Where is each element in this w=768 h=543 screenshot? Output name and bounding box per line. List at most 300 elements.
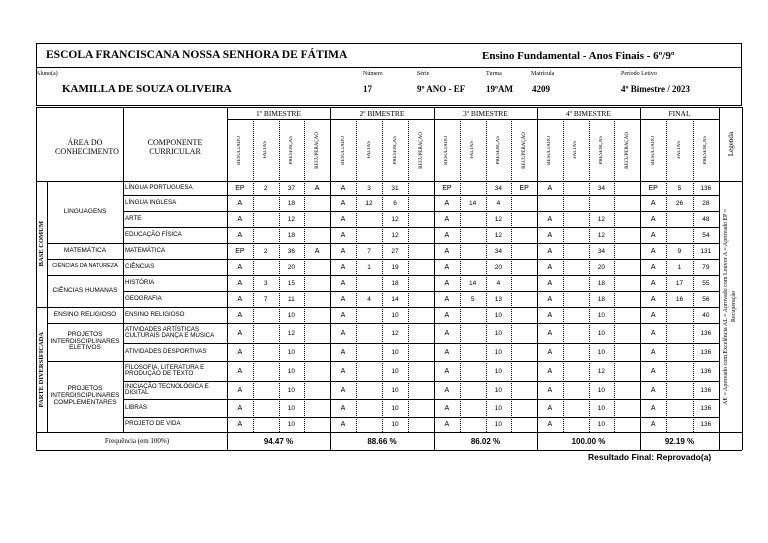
grade-cell: 10 — [494, 404, 502, 412]
class-label: Turma — [486, 71, 502, 77]
grade-cell — [614, 399, 640, 417]
final-grade-cell: 131 — [700, 247, 712, 255]
grade-cell: 10 — [391, 367, 399, 375]
student-number: 17 — [363, 84, 372, 94]
grade-cell: A — [237, 215, 243, 223]
grade-cell — [460, 211, 486, 227]
grade-cell: 31 — [391, 184, 399, 192]
grade-cell: 10 — [597, 421, 605, 428]
final-grade-cell: A — [650, 404, 656, 412]
final-grade-cell: A — [650, 348, 656, 356]
grade-cell: A — [314, 184, 320, 192]
grade-cell: A — [237, 348, 243, 356]
grade-cell: A — [444, 421, 450, 428]
grade-cell — [408, 275, 434, 291]
grade-cell — [563, 343, 589, 361]
grade-cell — [408, 399, 434, 417]
grade-cell: 18 — [391, 279, 399, 287]
grade-cell: A — [547, 279, 553, 287]
grade-cell: A — [237, 329, 243, 337]
final-grade-cell: 5 — [677, 184, 682, 192]
grade-cell — [537, 195, 563, 211]
grade-cell: A — [340, 367, 346, 375]
final-grade-cell: EP — [648, 184, 658, 192]
component-name: LIBRAS — [125, 403, 148, 411]
grade-cell: A — [444, 311, 450, 319]
grade-cell: A — [547, 247, 553, 255]
grade-cell: 34 — [597, 247, 605, 255]
component-name: PROJETO DE VIDA — [125, 420, 181, 428]
grade-cell — [614, 195, 640, 211]
area-header: ÁREA DO CONHECIMENTO — [55, 138, 119, 156]
grade-cell: 4 — [496, 279, 501, 287]
final-grade-cell — [666, 343, 692, 361]
grade-cell — [304, 291, 330, 307]
grade-cell — [408, 227, 434, 243]
grade-cell — [253, 195, 279, 211]
component-name: ENSINO RELIGIOSO — [125, 310, 185, 318]
grade-cell — [253, 307, 279, 323]
component-name: EDUCAÇÃO FÍSICA — [125, 230, 182, 238]
grade-cell — [511, 361, 537, 381]
subcol-header: RECUPERAÇÃO — [314, 131, 320, 169]
table-right-border — [742, 107, 743, 450]
frequency-value: 86.02 % — [470, 436, 501, 446]
grade-cell: A — [444, 231, 450, 239]
grade-cell: A — [237, 386, 243, 394]
grade-cell: A — [340, 421, 346, 428]
grade-cell: A — [444, 367, 450, 375]
grade-cell — [408, 417, 434, 432]
bimester-title: 3º BIMESTRE — [462, 108, 509, 118]
grade-cell: 2 — [263, 247, 268, 255]
number-label: Número — [363, 71, 383, 77]
grade-cell: A — [444, 295, 450, 303]
grade-cell — [253, 259, 279, 275]
grade-cell — [253, 361, 279, 381]
final-grade-cell: 17 — [675, 279, 684, 287]
grade-cell: A — [340, 215, 346, 223]
final-grade-cell: 55 — [702, 279, 710, 287]
grade-cell: A — [547, 404, 553, 412]
final-grade-cell: A — [650, 386, 656, 394]
grade-cell — [614, 227, 640, 243]
grade-cell — [460, 323, 486, 343]
grade-cell: 10 — [287, 386, 295, 394]
grade-cell: 27 — [391, 247, 399, 255]
grade-cell: A — [340, 404, 346, 412]
final-grade-cell: A — [650, 279, 656, 287]
grade-cell — [460, 243, 486, 259]
grade-cell — [253, 417, 279, 432]
grade-cell — [460, 227, 486, 243]
grade-cell: 10 — [287, 348, 295, 356]
final-grade-cell: 48 — [702, 215, 710, 223]
final-grade-cell: 28 — [702, 199, 710, 207]
grade-cell — [563, 361, 589, 381]
component-name: FILOSOFIA, LITERATURA E PRODUÇÃO DE TEXTO — [125, 363, 205, 377]
grade-cell — [304, 417, 330, 432]
registration-label: Matrícula — [531, 71, 555, 77]
component-name: GEOGRAFIA — [125, 294, 162, 302]
grade-cell: A — [237, 421, 243, 428]
grade-cell: A — [444, 199, 450, 207]
grade-cell: A — [340, 247, 346, 255]
grade-cell: 12 — [494, 231, 502, 239]
student-name: KAMILLA DE SOUZA OLIVEIRA — [62, 83, 232, 95]
grade-cell: A — [314, 247, 320, 255]
final-grade-cell: A — [650, 295, 656, 303]
subcol-header: RESULTADO — [547, 135, 553, 165]
grade-cell: 14 — [391, 295, 399, 303]
subcol-header: PRESENÇAS — [495, 135, 501, 165]
final-grade-cell: 79 — [702, 263, 710, 271]
final-grade-cell: 56 — [702, 295, 710, 303]
grade-cell — [563, 417, 589, 432]
grade-cell: 20 — [287, 263, 295, 271]
grade-cell — [511, 399, 537, 417]
grade-cell — [563, 323, 589, 343]
grade-cell — [563, 307, 589, 323]
area-label: CIÊNCIAS HUMANAS — [52, 286, 118, 294]
final-title: FINAL — [668, 108, 691, 118]
grade-cell — [460, 417, 486, 432]
grade-cell: 34 — [597, 184, 605, 192]
final-grade-cell: 16 — [675, 295, 684, 303]
grade-cell — [356, 381, 382, 399]
component-name: MATEMÁTICA — [125, 246, 166, 254]
grade-cell — [511, 195, 537, 211]
grade-cell: 6 — [393, 199, 397, 207]
grade-cell — [460, 343, 486, 361]
grade-cell — [356, 343, 382, 361]
grade-cell: A — [237, 231, 243, 239]
grade-cell — [356, 399, 382, 417]
component-name: ATIVIDADES DESPORTIVAS — [125, 347, 207, 355]
grade-cell — [253, 399, 279, 417]
grade-cell: 12 — [597, 231, 605, 239]
grade-cell: 34 — [494, 247, 502, 255]
student-registration: 4209 — [532, 84, 550, 94]
grade-cell — [356, 361, 382, 381]
final-grade-cell: 40 — [702, 311, 710, 319]
grade-cell — [253, 323, 279, 343]
grade-cell — [304, 361, 330, 381]
grade-cell: A — [547, 184, 553, 192]
grade-cell — [563, 399, 589, 417]
grade-cell — [511, 323, 537, 343]
grade-cell: A — [340, 329, 346, 337]
grade-cell — [563, 381, 589, 399]
final-grade-cell — [666, 323, 692, 343]
grade-cell — [511, 275, 537, 291]
grade-cell: 7 — [263, 295, 268, 303]
frequency-value: 88.66 % — [367, 436, 397, 446]
grade-cell — [563, 211, 589, 227]
grade-cell — [511, 211, 537, 227]
final-subcol-header: PRESENÇAS — [703, 135, 709, 165]
grade-cell — [614, 291, 640, 307]
grade-cell: 10 — [597, 404, 605, 412]
grade-cell: A — [340, 386, 346, 394]
grade-cell: A — [444, 404, 450, 412]
subcol-header: PRESENÇAS — [288, 135, 294, 165]
grade-cell: 10 — [391, 421, 399, 428]
grade-cell — [563, 181, 589, 195]
grade-cell: 4 — [496, 199, 501, 207]
final-grade-cell — [666, 211, 692, 227]
grade-cell: 12 — [287, 215, 295, 223]
grade-cell: 12 — [597, 215, 605, 223]
grade-cell: A — [237, 311, 243, 319]
grade-cell — [614, 211, 640, 227]
grade-cell — [253, 211, 279, 227]
grade-cell: 12 — [287, 329, 295, 337]
subcol-header: RESULTADO — [237, 135, 243, 165]
frequency-value: 100.00 % — [571, 436, 606, 446]
grade-cell: 3 — [367, 184, 371, 192]
component-name: LÍNGUA PORTUGUESA — [125, 183, 193, 191]
grade-cell — [614, 275, 640, 291]
bimester-title: 1º BIMESTRE — [255, 108, 302, 118]
grade-cell: 2 — [263, 184, 268, 192]
bimester-title: 2º BIMESTRE — [359, 108, 405, 118]
grade-cell: A — [547, 348, 553, 356]
subcol-header: FALTAS — [573, 141, 579, 159]
grade-cell — [356, 323, 382, 343]
grade-cell: A — [444, 329, 450, 337]
frequency-label: Frequência (em 100%) — [104, 437, 170, 445]
final-grade-cell: 136 — [700, 386, 712, 394]
grade-cell — [614, 361, 640, 381]
final-grade-cell: 136 — [700, 348, 712, 356]
bimester-title: 4º BIMESTRE — [565, 108, 612, 118]
grade-cell — [408, 243, 434, 259]
grade-cell — [304, 259, 330, 275]
grade-cell: 10 — [287, 404, 295, 412]
final-grade-cell: 136 — [700, 404, 712, 412]
area-label: MATEMÁTICA — [63, 246, 107, 254]
grade-cell: 10 — [287, 367, 295, 375]
grade-cell: 34 — [494, 184, 502, 192]
grade-cell — [408, 381, 434, 399]
grade-cell — [408, 259, 434, 275]
grade-cell: 10 — [391, 348, 399, 356]
final-grade-cell: 9 — [677, 247, 682, 255]
grade-cell: 14 — [469, 199, 477, 207]
grade-cell — [460, 381, 486, 399]
subcol-header: FALTAS — [366, 141, 372, 159]
grade-cell — [511, 417, 537, 432]
grade-cell — [304, 307, 330, 323]
grade-cell: 10 — [597, 329, 605, 337]
grade-cell — [460, 307, 486, 323]
grade-cell — [356, 417, 382, 432]
subcol-header: RECUPERAÇÃO — [624, 131, 630, 169]
grade-cell — [408, 195, 434, 211]
grade-cell — [563, 227, 589, 243]
grade-cell: A — [547, 231, 553, 239]
subcol-header: PRESENÇAS — [598, 135, 604, 165]
grade-cell: A — [444, 348, 450, 356]
final-grade-cell: A — [650, 263, 656, 271]
grade-cell — [304, 381, 330, 399]
grade-cell — [304, 343, 330, 361]
grade-cell: 20 — [597, 263, 605, 271]
final-grade-cell: A — [650, 329, 656, 337]
grade-cell: 13 — [494, 295, 502, 303]
grade-cell: A — [237, 199, 243, 207]
grade-cell: A — [237, 404, 243, 412]
grade-cell: A — [547, 215, 553, 223]
grade-cell: 10 — [287, 421, 295, 428]
grade-cell — [304, 211, 330, 227]
final-grade-cell — [666, 227, 692, 243]
grade-cell — [511, 227, 537, 243]
grade-cell: 10 — [597, 311, 605, 319]
grade-cell — [614, 181, 640, 195]
grade-cell: A — [237, 279, 243, 287]
grade-cell — [460, 361, 486, 381]
grade-cell — [408, 361, 434, 381]
grade-cell: A — [444, 247, 450, 255]
final-grade-cell: 26 — [675, 199, 684, 207]
grade-cell: 14 — [469, 279, 477, 287]
grade-cell — [460, 259, 486, 275]
grade-cell — [304, 323, 330, 343]
grade-cell: 10 — [287, 311, 295, 319]
grade-label: Série — [417, 71, 430, 77]
grade-cell: 10 — [494, 386, 502, 394]
grade-cell: A — [444, 263, 450, 271]
grade-cell — [511, 343, 537, 361]
grade-cell: 12 — [391, 215, 399, 223]
grade-cell: 18 — [287, 199, 295, 207]
grade-cell — [304, 227, 330, 243]
grade-cell — [408, 211, 434, 227]
grade-cell — [614, 323, 640, 343]
grade-cell: A — [237, 263, 243, 271]
grade-cell — [356, 227, 382, 243]
area-label: LINGUAGENS — [63, 207, 107, 215]
grade-cell: 37 — [287, 184, 295, 192]
grade-cell — [614, 259, 640, 275]
grade-cell: 10 — [494, 421, 502, 428]
grade-cell: A — [547, 386, 553, 394]
grade-cell: 10 — [391, 404, 399, 412]
area-label: ENSINO RELIGIOSO — [53, 310, 117, 318]
final-grade-cell: A — [650, 215, 656, 223]
grade-cell: 20 — [494, 263, 502, 271]
grade-cell: 10 — [597, 386, 605, 394]
grade-cell: A — [340, 279, 346, 287]
grade-cell: 10 — [494, 329, 502, 337]
grade-cell — [253, 381, 279, 399]
grade-cell: 18 — [597, 295, 605, 303]
grade-cell — [253, 227, 279, 243]
grade-cell: 12 — [365, 199, 373, 207]
grade-cell — [563, 259, 589, 275]
grade-cell: A — [547, 295, 553, 303]
grade-cell — [408, 343, 434, 361]
grade-cell — [614, 343, 640, 361]
grade-cell: 15 — [287, 279, 295, 287]
grade-cell: 36 — [287, 247, 295, 255]
final-result: Resultado Final: Reprovado(a) — [588, 452, 712, 462]
grade-cell — [614, 417, 640, 432]
final-grade-cell: 1 — [677, 263, 682, 271]
grade-cell — [304, 195, 330, 211]
final-grade-cell — [666, 307, 692, 323]
grade-cell — [356, 307, 382, 323]
final-grade-cell: 136 — [700, 367, 712, 375]
grade-cell: A — [547, 311, 553, 319]
grade-cell: EP — [235, 247, 245, 255]
grade-cell — [511, 307, 537, 323]
grade-cell: 10 — [494, 348, 502, 356]
grade-cell: 1 — [367, 263, 371, 271]
final-grade-cell: 54 — [702, 231, 710, 239]
grade-cell — [304, 275, 330, 291]
grade-cell — [589, 195, 615, 211]
grade-cell — [304, 399, 330, 417]
grade-cell: A — [547, 421, 553, 428]
grade-cell — [614, 307, 640, 323]
grade-cell: EP — [519, 184, 529, 192]
final-grade-cell: 136 — [700, 421, 712, 428]
final-grade-cell: A — [650, 231, 656, 239]
final-grade-cell: A — [650, 247, 656, 255]
grade-cell: 3 — [263, 279, 268, 287]
grade-cell: A — [237, 295, 243, 303]
subcol-header: FALTAS — [470, 141, 476, 159]
section-divider — [36, 307, 47, 308]
grade-cell: A — [340, 199, 346, 207]
frequency-value: 92.19 % — [664, 436, 695, 446]
final-grade-cell — [666, 361, 692, 381]
school-name: ESCOLA FRANCISCANA NOSSA SENHORA DE FÁTIMA — [46, 49, 348, 61]
grade-cell: 19 — [391, 263, 399, 271]
grade-cell — [253, 343, 279, 361]
grade-cell — [614, 243, 640, 259]
student-grade: 9º ANO - EF — [417, 84, 466, 94]
legend-text: AE = Aprovado com Excelência AL = Aprovado com Louvor A = Aprovado EP = Recuperação — [722, 208, 737, 405]
grade-cell — [408, 323, 434, 343]
grade-cell: A — [547, 263, 553, 271]
subcol-header: PRESENÇAS — [392, 135, 398, 165]
grade-cell: 18 — [597, 279, 605, 287]
subcol-header: RECUPERAÇÃO — [418, 131, 424, 169]
final-grade-cell — [666, 399, 692, 417]
subcol-header: RESULTADO — [340, 135, 346, 165]
component-name: LÍNGUA INGLESA — [125, 198, 177, 206]
grade-cell — [460, 181, 486, 195]
student-label: Aluno(a) — [36, 71, 58, 77]
section-base-comum: BASE COMUM — [38, 221, 45, 267]
final-subcol-header: FALTAS — [676, 141, 682, 159]
grade-cell: A — [340, 348, 346, 356]
grade-cell — [563, 291, 589, 307]
grade-cell — [408, 307, 434, 323]
component-name: CIÊNCIAS — [125, 262, 155, 270]
grade-cell — [511, 259, 537, 275]
school-period: 4º Bimestre / 2023 — [621, 84, 691, 94]
grade-cell: EP — [442, 184, 452, 192]
grade-cell — [356, 211, 382, 227]
grade-cell: 18 — [287, 231, 295, 239]
grade-cell: 11 — [288, 295, 295, 303]
grade-cell: A — [237, 367, 243, 375]
